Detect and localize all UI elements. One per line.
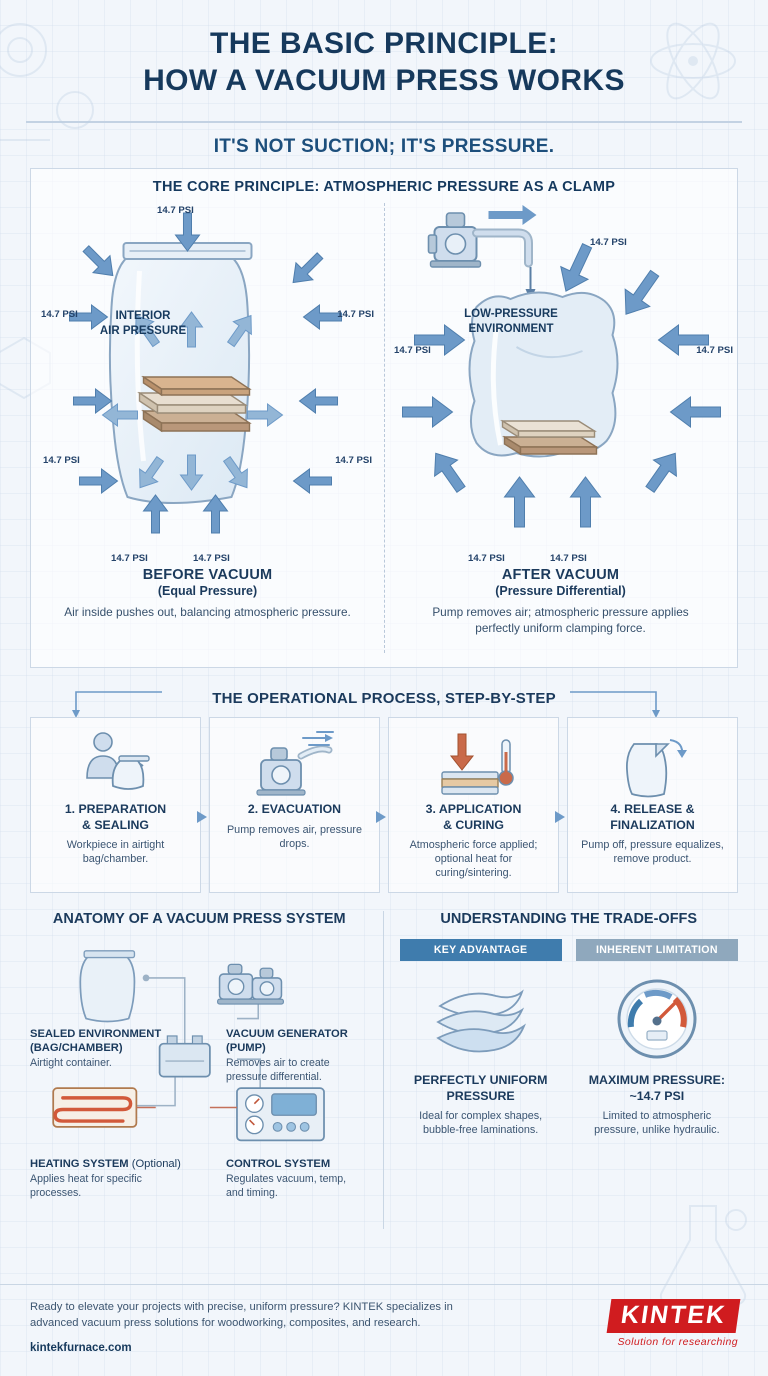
heating-element-icon bbox=[53, 1088, 136, 1127]
advantage-title bbox=[400, 1073, 562, 1104]
thermometer-icon bbox=[499, 740, 513, 785]
step-1-title bbox=[39, 802, 192, 833]
psi-label-right-1: 14.7 PSI bbox=[337, 309, 374, 321]
step-4-art bbox=[576, 728, 729, 802]
before-bag-label bbox=[78, 309, 208, 338]
page-title bbox=[28, 26, 740, 99]
before-vacuum-stage bbox=[31, 197, 384, 567]
before-vacuum-caption bbox=[31, 567, 384, 621]
core-principle-panel bbox=[30, 168, 738, 668]
anatomy-part-1-line2: (BAG/CHAMBER) bbox=[30, 1042, 123, 1054]
anatomy-part-2-line1: VACUUM GENERATOR bbox=[226, 1028, 348, 1040]
footer-text-block bbox=[30, 1299, 453, 1354]
anatomy-part-heating-system bbox=[30, 1157, 190, 1201]
anatomy-diagram bbox=[30, 939, 369, 1229]
before-caption-sub: (Equal Pressure) bbox=[157, 584, 258, 599]
tradeoffs-heading: UNDERSTANDING THE TRADE-OFFS bbox=[440, 911, 698, 927]
step-1-art bbox=[39, 728, 192, 802]
before-caption-desc: Air inside pushes out, balancing atmospheric pressure. bbox=[64, 605, 351, 620]
page-subtitle: IT'S NOT SUCTION; IT'S PRESSURE. bbox=[213, 136, 555, 158]
anatomy-part-2-desc: Removes air to create pressure differential. bbox=[226, 1057, 330, 1083]
psi-label-left-1: 14.7 PSI bbox=[41, 309, 78, 321]
pressure-gauge-icon bbox=[611, 973, 703, 1065]
anatomy-part-control-system bbox=[226, 1157, 366, 1201]
process-step-2[interactable] bbox=[209, 717, 380, 893]
advantage-title-line1: PERFECTLY UNIFORM bbox=[413, 1073, 548, 1087]
anatomy-part-1-line1: SEALED ENVIRONMENT bbox=[30, 1028, 162, 1040]
anatomy-part-3-desc: Applies heat for specific processes. bbox=[30, 1173, 142, 1199]
step-arrow-2 bbox=[374, 810, 388, 824]
anatomy-part-vacuum-generator bbox=[226, 1027, 366, 1085]
core-principle-title: THE CORE PRINCIPLE: ATMOSPHERIC PRESSURE AS A CLAMP bbox=[152, 179, 616, 196]
anatomy-part-1-desc: Airtight container. bbox=[30, 1057, 112, 1069]
limitation-desc: Limited to atmospheric pressure, unlike hydraulic. bbox=[594, 1110, 720, 1137]
after-caption-desc: Pump removes air; atmospheric pressure applies perfectly uniform clamping force. bbox=[432, 605, 689, 636]
anatomy-part-3-optional: (Optional) bbox=[128, 1158, 181, 1170]
brand-name: KINTEK bbox=[607, 1299, 741, 1333]
worker-sealing-bag-icon bbox=[73, 730, 159, 800]
tradeoff-limitation bbox=[576, 939, 738, 1138]
advantage-art bbox=[400, 973, 562, 1065]
anatomy-part-4-desc: Regulates vacuum, temp, and timing. bbox=[226, 1173, 347, 1199]
anatomy-column bbox=[30, 911, 383, 1229]
workpiece-layers-after bbox=[503, 421, 597, 454]
psi-label-left-2: 14.7 PSI bbox=[43, 455, 80, 467]
psi-label-bottom-2: 14.7 PSI bbox=[193, 553, 230, 565]
footer-cta bbox=[30, 1299, 453, 1331]
workpiece-layers bbox=[140, 377, 250, 431]
process-step-4[interactable] bbox=[567, 717, 738, 893]
process-steps bbox=[30, 717, 738, 893]
page-header bbox=[0, 0, 768, 105]
footer-website[interactable]: kintekfurnace.com bbox=[30, 1342, 132, 1355]
process-connector-arrows bbox=[66, 684, 666, 718]
after-vacuum-caption bbox=[384, 567, 737, 637]
before-bag-label-line1: INTERIOR bbox=[115, 310, 171, 323]
after-bag-label-line1: LOW-PRESSURE bbox=[464, 308, 558, 321]
limitation-title bbox=[576, 1073, 738, 1104]
psi-label-after-bottom-2: 14.7 PSI bbox=[550, 553, 587, 565]
footer-cta-line1: Ready to elevate your projects with precise, uniform pressure? KINTEK specializes in bbox=[30, 1301, 453, 1313]
after-vacuum-column bbox=[384, 197, 737, 657]
psi-label-after-left: 14.7 PSI bbox=[394, 345, 431, 357]
step-4-title-line2: FINALIZATION bbox=[610, 817, 695, 832]
release-bag-icon bbox=[610, 730, 696, 800]
step-arrow-3 bbox=[553, 810, 567, 824]
after-bag-label-line2: ENVIRONMENT bbox=[468, 322, 554, 335]
process-step-1[interactable] bbox=[30, 717, 201, 893]
limitation-art bbox=[576, 973, 738, 1065]
step-2-title: 2. EVACUATION bbox=[247, 802, 342, 817]
after-vacuum-diagram bbox=[384, 197, 737, 567]
anatomy-part-3-line1: HEATING SYSTEM bbox=[30, 1158, 129, 1170]
psi-label-right-2: 14.7 PSI bbox=[335, 455, 372, 467]
step-2-art bbox=[218, 728, 371, 802]
anatomy-part-1-title bbox=[30, 1027, 180, 1055]
before-vacuum-column bbox=[31, 197, 384, 657]
after-bag-label bbox=[446, 307, 576, 336]
anatomy-part-2-title bbox=[226, 1027, 366, 1055]
after-caption-title: AFTER VACUUM bbox=[501, 567, 620, 584]
limitation-title-line2: ~14.7 PSI bbox=[629, 1088, 685, 1103]
before-bag-label-line2: AIR PRESSURE bbox=[99, 324, 187, 337]
step-1-desc: Workpiece in airtight bag/chamber. bbox=[66, 838, 165, 865]
step-4-title-line1: 4. RELEASE & bbox=[610, 802, 695, 817]
sealed-bag-icon bbox=[80, 951, 134, 1022]
advantage-title-line2: PRESSURE bbox=[446, 1088, 515, 1103]
process-section-header bbox=[0, 690, 768, 707]
control-panel-icon bbox=[237, 1088, 324, 1140]
advantage-badge: KEY ADVANTAGE bbox=[400, 939, 562, 961]
step-3-desc: Atmospheric force applied; optional heat for curing/sintering. bbox=[409, 838, 538, 879]
pump-evacuation-icon bbox=[247, 730, 343, 800]
after-vacuum-stage bbox=[384, 197, 737, 567]
page-title-line2: HOW A VACUUM PRESS WORKS bbox=[143, 63, 625, 97]
step-4-desc: Pump off, pressure equalizes, remove product. bbox=[581, 838, 724, 865]
page-title-line1: THE BASIC PRINCIPLE: bbox=[209, 27, 559, 60]
step-3-title-line1: 3. APPLICATION bbox=[425, 802, 522, 817]
advantage-desc: Ideal for complex shapes, bubble-free laminations. bbox=[419, 1110, 543, 1137]
brand-tagline: Solution for researching bbox=[617, 1336, 738, 1348]
psi-label-after-top: 14.7 PSI bbox=[590, 237, 627, 249]
psi-label-bottom-1: 14.7 PSI bbox=[111, 553, 148, 565]
brand-logo bbox=[609, 1299, 738, 1348]
bottom-section bbox=[30, 911, 738, 1229]
footer-cta-line2: advanced vacuum press solutions for woodworking, composites, and research. bbox=[30, 1317, 421, 1330]
process-title: THE OPERATIONAL PROCESS, STEP-BY-STEP bbox=[212, 690, 556, 708]
psi-label-top: 14.7 PSI bbox=[157, 205, 194, 217]
limitation-badge: INHERENT LIMITATION bbox=[576, 939, 738, 961]
anatomy-part-3-title bbox=[30, 1157, 190, 1171]
anatomy-heading: ANATOMY OF A VACUUM PRESS SYSTEM bbox=[52, 911, 346, 927]
step-3-title-line2: & CURING bbox=[443, 817, 504, 832]
step-3-art bbox=[397, 728, 550, 802]
step-3-title bbox=[397, 802, 550, 833]
step-arrow-1 bbox=[195, 810, 209, 824]
vacuum-pump-anatomy-icon bbox=[218, 964, 284, 1004]
limitation-title-line1: MAXIMUM PRESSURE: bbox=[588, 1073, 726, 1087]
after-caption-sub: (Pressure Differential) bbox=[495, 584, 626, 599]
tradeoffs-list bbox=[400, 939, 739, 1138]
process-step-3[interactable] bbox=[388, 717, 559, 893]
psi-label-after-right: 14.7 PSI bbox=[696, 345, 733, 357]
press-curing-icon bbox=[426, 730, 522, 800]
step-2-desc: Pump removes air, pressure drops. bbox=[226, 823, 362, 850]
tradeoff-advantage bbox=[400, 939, 562, 1138]
anatomy-part-sealed-environment bbox=[30, 1027, 180, 1071]
psi-label-after-bottom-1: 14.7 PSI bbox=[468, 553, 505, 565]
before-caption-title: BEFORE VACUUM bbox=[142, 567, 273, 584]
footer bbox=[0, 1284, 768, 1376]
step-1-title-line1: 1. PREPARATION bbox=[64, 802, 167, 817]
step-4-title bbox=[576, 802, 729, 833]
anatomy-part-2-line2: (PUMP) bbox=[226, 1042, 266, 1054]
before-vacuum-diagram bbox=[31, 197, 384, 567]
tradeoffs-column bbox=[383, 911, 739, 1229]
anatomy-part-4-title: CONTROL SYSTEM bbox=[226, 1158, 331, 1170]
uniform-laminate-icon bbox=[426, 976, 536, 1062]
step-1-title-line2: & SEALING bbox=[82, 817, 149, 832]
